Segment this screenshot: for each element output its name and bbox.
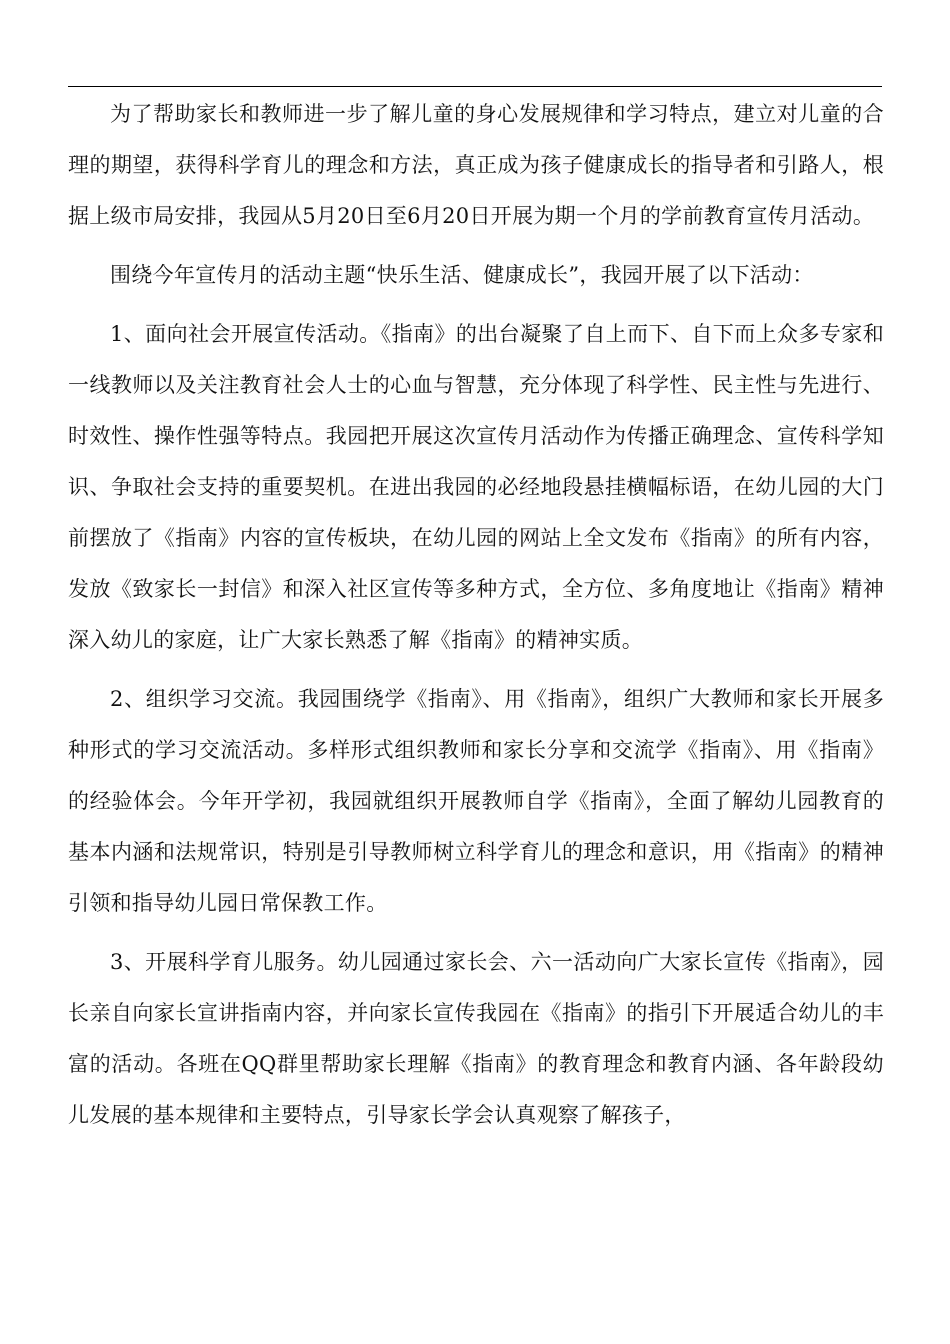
paragraph-intro: 为了帮助家长和教师进一步了解儿童的身心发展规律和学习特点，建立对儿童的合理的期望，获得科学育儿的理念和方法，真正成为孩子健康成长的指导者和引路人，根据上级市局安排，我园从5月20日至6月20日开展为期一个月的学前教育宣传月活动。 bbox=[68, 102, 884, 228]
paragraph-item-3: 3、开展科学育儿服务。幼儿园通过家长会、六一活动向广大家长宣传《指南》，园长亲自向家长宣讲指南内容，并向家长宣传我园在《指南》的指引下开展适合幼儿的丰富的活动。各班在QQ群里帮助家长理解《指南》的教育理念和教育内涵、各年龄段幼儿发展的基本规律和主要特点，引导家长学会认真观察了解孩子， bbox=[68, 950, 884, 1127]
document-body bbox=[68, 89, 884, 1149]
header-rule bbox=[68, 86, 882, 87]
paragraph-item-2: 2、组织学习交流。我园围绕学《指南》、用《指南》，组织广大教师和家长开展多种形式的学习交流活动。多样形式组织教师和家长分享和交流学《指南》、用《指南》的经验体会。今年开学初，我园就组织开展教师自学《指南》，全面了解幼儿园教育的基本内涵和法规常识，特别是引导教师树立科学育儿的理念和意识，用《指南》的精神引领和指导幼儿园日常保教工作。 bbox=[68, 687, 884, 915]
paragraph-item-1: 1、面向社会开展宣传活动。《指南》的出台凝聚了自上而下、自下而上众多专家和一线教师以及关注教育社会人士的心血与智慧，充分体现了科学性、民主性与先进行、时效性、操作性强等特点。我园把开展这次宣传月活动作为传播正确理念、宣传科学知识、争取社会支持的重要契机。在进出我园的必经地段悬挂横幅标语，在幼儿园的大门前摆放了《指南》内容的宣传板块，在幼儿园的网站上全文发布《指南》的所有内容，发放《致家长一封信》和深入社区宣传等多种方式，全方位、多角度地让《指南》精神深入幼儿的家庭，让广大家长熟悉了解《指南》的精神实质。 bbox=[68, 322, 884, 652]
paragraph-theme: 围绕今年宣传月的活动主题“快乐生活、健康成长”，我园开展了以下活动： bbox=[110, 263, 814, 287]
